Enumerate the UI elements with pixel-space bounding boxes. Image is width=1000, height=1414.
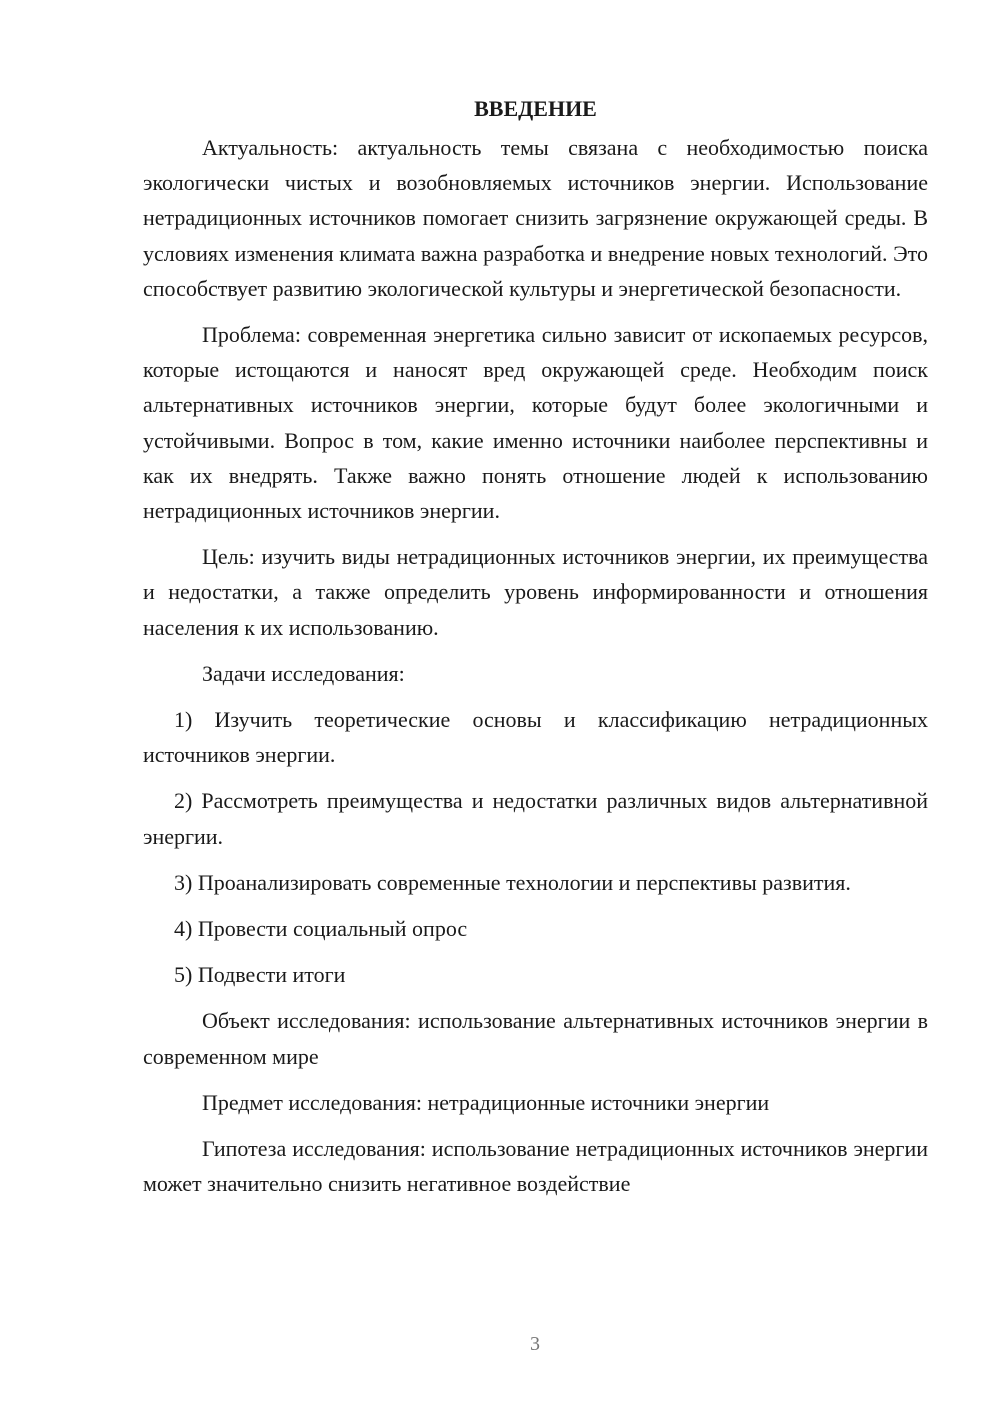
relevance-paragraph: Актуальность: актуальность темы связана с необходимостью поиска экологически чистых и возобновляемых источников энергии. Использование нетрадиционных источников помогает снизить загрязнение окружающей среды. В условиях изменения климата важна разработка и внедрение новых технологий. Это способствует развитию экологической культуры и энергетической безопасности. — [143, 135, 928, 301]
document-page — [143, 95, 928, 1212]
object-paragraph: Объект исследования: использование альтернативных источников энергии в современном мире — [143, 1008, 928, 1069]
page-number: 3 — [530, 1333, 540, 1355]
hypothesis-paragraph: Гипотеза исследования: использование нетрадиционных источников энергии может значительно снизить негативное воздействие — [143, 1136, 928, 1197]
tasks-title: Задачи исследования: — [202, 660, 405, 686]
task-item-5: 5) Подвести итоги — [174, 962, 346, 988]
tasks-list — [143, 702, 928, 992]
goal-paragraph: Цель: изучить виды нетрадиционных источников энергии, их преимущества и недостатки, а также определить уровень информированности и отношения населения к их использованию. — [143, 544, 928, 640]
section-heading: ВВЕДЕНИЕ — [474, 96, 597, 121]
task-item-4: 4) Провести социальный опрос — [174, 916, 468, 942]
problem-paragraph: Проблема: современная энергетика сильно зависит от ископаемых ресурсов, которые истощаются и наносят вред окружающей среде. Необходим поиск альтернативных источников энергии, которые будут более экологичными и устойчивыми. Вопрос в том, какие именно источники наиболее перспективны и как их внедрять. Также важно понять отношение людей к использованию нетрадиционных источников энергии. — [143, 322, 928, 524]
subject-paragraph: Предмет исследования: нетрадиционные источники энергии — [202, 1089, 770, 1115]
task-item-2: 2) Рассмотреть преимущества и недостатки различных видов альтернативной энергии. — [143, 788, 928, 849]
task-item-1: 1) Изучить теоретические основы и классификацию нетрадиционных источников энергии. — [143, 707, 928, 768]
task-item-3: 3) Проанализировать современные технологии и перспективы развития. — [174, 869, 851, 895]
